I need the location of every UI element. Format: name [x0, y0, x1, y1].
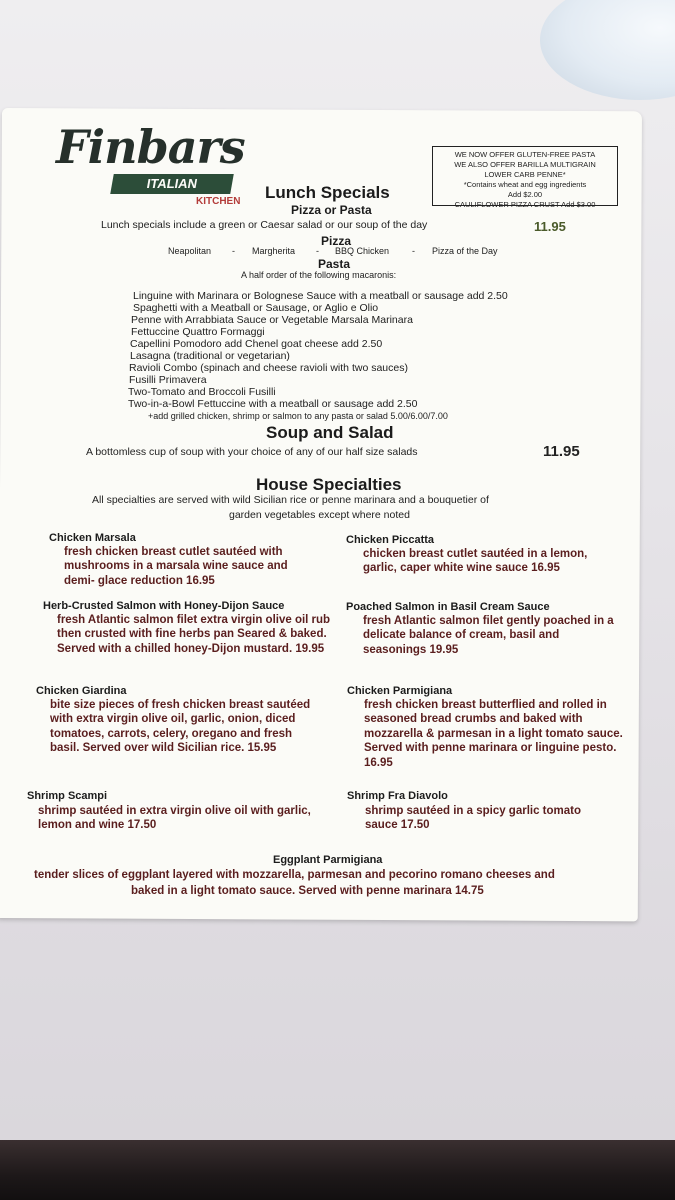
pasta-item: Linguine with Marinara or Bolognese Sauce with a meatball or sausage add 2.50	[133, 290, 508, 302]
house-intro-2: garden vegetables except where noted	[229, 509, 410, 521]
pasta-heading: Pasta	[318, 257, 351, 271]
dish-description: tender slices of eggplant layered with mozzarella, parmesan and pecorino romano cheeses and	[34, 869, 555, 881]
finbars-logo	[56, 120, 246, 210]
dish-name: Chicken Giardina	[36, 685, 127, 697]
dish-description: chicken breast cutlet sautéed in a lemon, garlic, caper white wine sauce 16.95	[363, 548, 588, 575]
dish-name: Poached Salmon in Basil Cream Sauce	[346, 601, 550, 613]
soup-text: A bottomless cup of soup with your choice of any of our half size salads	[86, 446, 418, 458]
pasta-item: Two-Tomato and Broccoli Fusilli	[128, 386, 276, 398]
pasta-item: Ravioli Combo (spinach and cheese ravioli with two sauces)	[129, 362, 408, 374]
dish-description: bite size pieces of fresh chicken breast sautéed with extra virgin olive oil, garlic, onion, diced tomatoes, carrots, celery, oregano and fresh basil. Served over wild Sicilian rice. 15.95	[50, 699, 311, 755]
pasta-item: Fusilli Primavera	[129, 374, 207, 386]
separator: -	[316, 246, 319, 256]
dish-name: Chicken Piccatta	[346, 534, 435, 546]
dish-name: Chicken Marsala	[49, 532, 136, 544]
pasta-item: Penne with Arrabbiata Sauce or Vegetable Marsala Marinara	[131, 314, 413, 326]
house-intro-1: All specialties are served with wild Sicilian rice or penne marinara and a bouquetier of	[92, 494, 489, 506]
soup-title: Soup and Salad	[266, 423, 394, 442]
lunch-price: 11.95	[534, 219, 566, 234]
logo-kitchen: KITCHEN	[196, 196, 241, 207]
gluten-free-notice	[432, 146, 618, 209]
pasta-addon-note: +add grilled chicken, shrimp or salmon to any pasta or salad 5.00/6.00/7.00	[148, 411, 448, 421]
logo-banner: ITALIAN	[110, 174, 234, 194]
pasta-item: Capellini Pomodoro add Chenel goat cheese add 2.50	[130, 338, 383, 350]
pasta-item: Two-in-a-Bowl Fettuccine with a meatball or sausage add 2.50	[128, 398, 418, 410]
dish-name: Eggplant Parmigiana	[273, 854, 383, 866]
lunch-title: Lunch Specials	[265, 183, 390, 202]
soup-price: 11.95	[543, 443, 580, 460]
notice-line: WE NOW OFFER GLUTEN-FREE PASTA	[454, 150, 596, 159]
dish-description: fresh Atlantic salmon filet extra virgin olive oil rub then crusted with fine herbs pan Seared & baked. Served with a chilled honey-Dijon mustard. 19.95	[57, 614, 331, 655]
pizza-option: Neapolitan	[168, 246, 212, 256]
dish-description: fresh Atlantic salmon filet gently poached in a delicate balance of cream, basil and seasonings 19.95	[363, 615, 614, 656]
notice-line: LOWER CARB PENNE*	[484, 170, 566, 179]
pasta-item: Fettuccine Quattro Formaggi	[131, 326, 265, 338]
dish-description: fresh chicken breast cutlet sautéed with mushrooms in a marsala wine sauce and demi- glace reduction 16.95	[64, 546, 288, 587]
dish-name: Shrimp Scampi	[27, 790, 108, 802]
logo-script-text: Finbars	[56, 120, 245, 174]
table-edge	[0, 1140, 675, 1200]
pizza-option: Pizza of the Day	[432, 246, 498, 256]
dish-description: shrimp sautéed in a spicy garlic tomato sauce 17.50	[365, 805, 582, 832]
notice-line: CAULIFLOWER PIZZA CRUST Add $3.00	[454, 200, 596, 209]
notice-line: *Contains wheat and egg ingredients	[463, 180, 587, 189]
house-title: House Specialties	[256, 475, 402, 494]
dish-description: baked in a light tomato sauce. Served with penne marinara 14.75	[131, 885, 484, 897]
notice-line: Add $2.00	[507, 190, 543, 199]
dish-name: Chicken Parmigiana	[347, 685, 453, 697]
pizza-option: Margherita	[252, 246, 296, 256]
dish-name: Herb-Crusted Salmon with Honey-Dijon Sauce	[43, 600, 285, 612]
pizza-heading: Pizza	[321, 234, 352, 248]
lunch-intro: Lunch specials include a green or Caesar salad or our soup of the day	[101, 219, 428, 231]
notice-line: WE ALSO OFFER BARILLA MULTIGRAIN	[454, 160, 596, 169]
pasta-item: Lasagna (traditional or vegetarian)	[130, 350, 290, 362]
pasta-intro: A half order of the following macaronis:	[241, 270, 397, 280]
dish-name: Shrimp Fra Diavolo	[347, 790, 448, 802]
dish-description: shrimp sautéed in extra virgin olive oil with garlic, lemon and wine 17.50	[38, 805, 311, 832]
lunch-subtitle: Pizza or Pasta	[291, 203, 372, 217]
pasta-item: Spaghetti with a Meatball or Sausage, or Aglio e Olio	[133, 302, 379, 314]
separator: -	[412, 246, 415, 256]
separator: -	[232, 246, 235, 256]
pizza-option: BBQ Chicken	[335, 246, 390, 256]
dish-description: fresh chicken breast butterflied and rolled in seasoned bread crumbs and baked with mozzarella & parmesan in a light tomato sauce. Served with penne marinara or linguine pesto. 16.95	[364, 699, 623, 769]
